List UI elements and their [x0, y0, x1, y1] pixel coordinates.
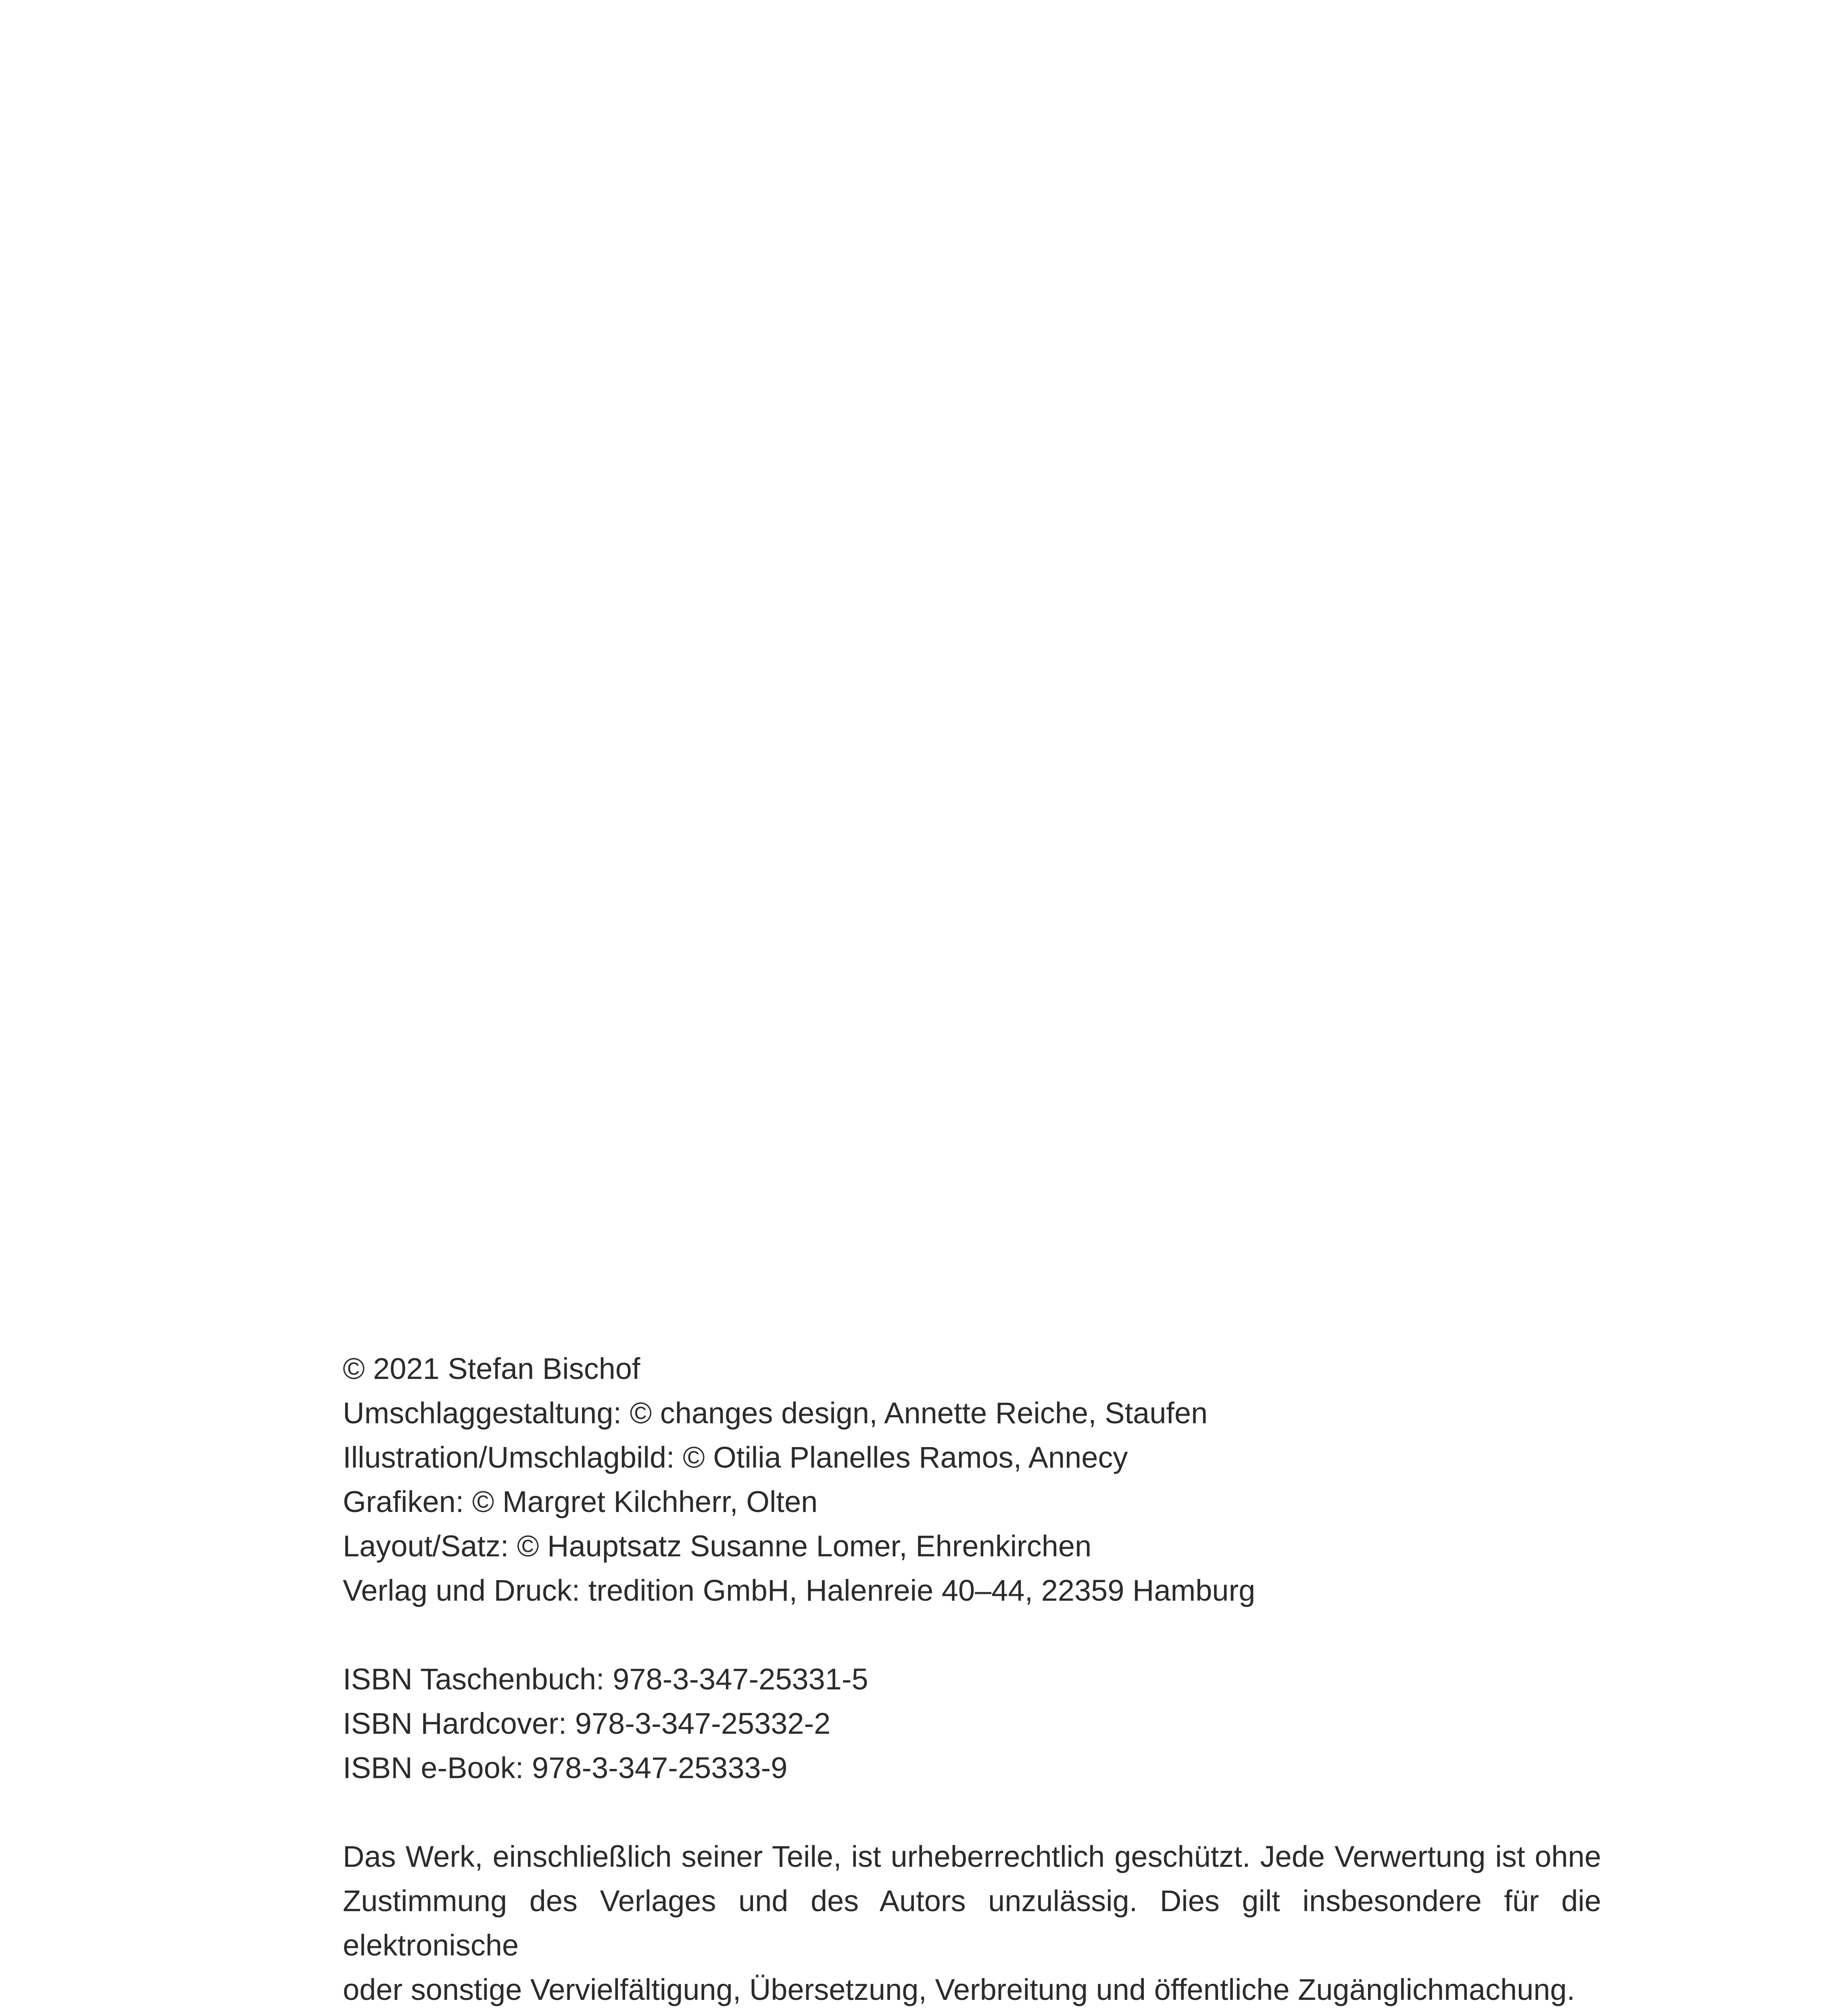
- spacer: [343, 1790, 1601, 1835]
- isbn-hardcover: ISBN Hardcover: 978-3-347-25332-2: [343, 1707, 831, 1740]
- copyright-notice-line: oder sonstige Vervielfältigung, Übersetzung, Verbreitung und öffentliche Zugänglichmachung.: [343, 1973, 1575, 2006]
- copyright-notice-line: Zustimmung des Verlages und des Autors unzulässig. Dies gilt insbesondere für die elektronische: [343, 1884, 1601, 1962]
- spacer: [343, 1613, 1601, 1657]
- imprint-block: [343, 1347, 1601, 2016]
- isbn-ebook: ISBN e-Book: 978-3-347-25333-9: [343, 1751, 788, 1785]
- isbn-section: [343, 1657, 1601, 1790]
- copyright-line: © 2021 Stefan Bischof: [343, 1352, 640, 1385]
- spacer: [343, 2012, 1601, 2016]
- copyright-notice-line: Das Werk, einschließlich seiner Teile, ist urheberrechtlich geschützt. Jede Verwertung ist ohne: [343, 1840, 1601, 1873]
- cover-design-line: Umschlaggestaltung: © changes design, Annette Reiche, Staufen: [343, 1396, 1208, 1430]
- isbn-paperback: ISBN Taschenbuch: 978-3-347-25331-5: [343, 1662, 868, 1696]
- publisher-line: Verlag und Druck: tredition GmbH, Halenreie 40–44, 22359 Hamburg: [343, 1574, 1255, 1607]
- copyright-notice: [343, 1835, 1601, 2012]
- cover-illustration-line: Illustration/Umschlagbild: © Otilia Planelles Ramos, Annecy: [343, 1441, 1128, 1474]
- layout-line: Layout/Satz: © Hauptsatz Susanne Lomer, Ehrenkirchen: [343, 1529, 1092, 1563]
- credits-section: [343, 1347, 1601, 1613]
- graphics-line: Grafiken: © Margret Kilchherr, Olten: [343, 1485, 818, 1518]
